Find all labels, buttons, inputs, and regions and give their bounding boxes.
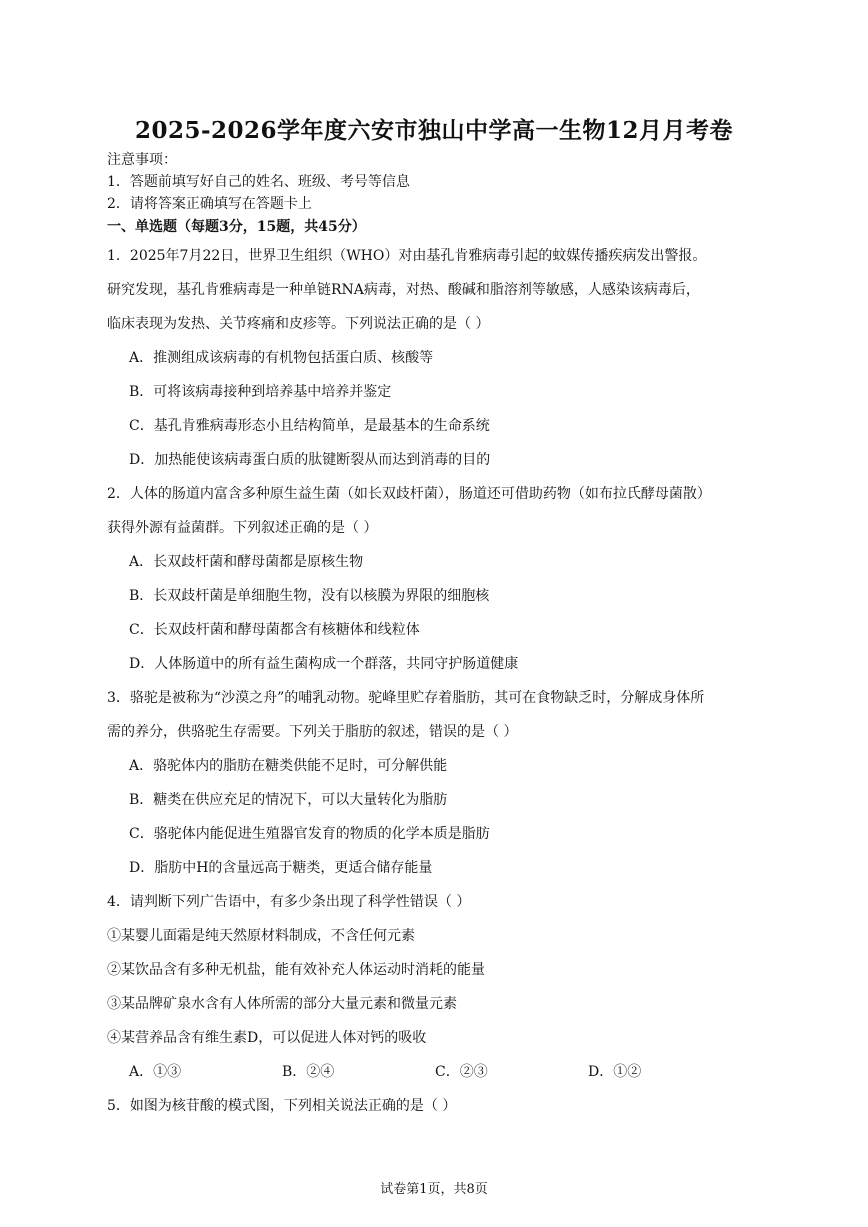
- option-b: B．长双歧杆菌是单细胞生物，没有以核膜为界限的细胞核: [129, 588, 490, 604]
- question-text: 3．骆驼是被称为“沙漠之舟”的哺乳动物。驼峰里贮存着脂肪，其可在食物缺乏时，分解成身体所: [107, 690, 705, 706]
- statement-item: ②某饮品含有多种无机盐，能有效补充人体运动时消耗的能量: [107, 962, 485, 978]
- section-heading: 一、单选题（每题3分，15题，共45分）: [107, 219, 366, 235]
- option-b: B．糖类在供应充足的情况下，可以大量转化为脂肪: [129, 792, 448, 808]
- option-a: A．推测组成该病毒的有机物包括蛋白质、核酸等: [129, 350, 434, 366]
- statement-item: ④某营养品含有维生素D，可以促进人体对钙的吸收: [107, 1030, 427, 1046]
- statement-item: ①某婴儿面霜是纯天然原材料制成，不含任何元素: [107, 928, 415, 944]
- question-text: 4．请判断下列广告语中，有多少条出现了科学性错误（ ）: [107, 894, 471, 910]
- question-2: [107, 477, 767, 681]
- question-text: 获得外源有益菌群。下列叙述正确的是（ ）: [107, 520, 378, 536]
- notes-item: 2．请将答案正确填写在答题卡上: [107, 196, 312, 212]
- option-c: C．长双歧杆菌和酵母菌都含有核糖体和线粒体: [129, 622, 420, 638]
- notes-item: 1．答题前填写好自己的姓名、班级、考号等信息: [107, 174, 410, 190]
- option-b: B．②④: [282, 1064, 335, 1080]
- option-a: A．长双歧杆菌和酵母菌都是原核生物: [129, 554, 364, 570]
- option-b: B．可将该病毒接种到培养基中培养并鉴定: [129, 384, 392, 400]
- question-4: [107, 885, 767, 1089]
- question-5: [107, 1089, 767, 1123]
- option-d: D．①②: [588, 1064, 642, 1080]
- question-text: 研究发现，基孔肯雅病毒是一种单链RNA病毒，对热、酸碱和脂溶剂等敏感，人感染该病毒后，: [107, 282, 700, 298]
- inline-options: [107, 1055, 767, 1089]
- notes-block: [107, 149, 767, 215]
- statement-item: ③某品牌矿泉水含有人体所需的部分大量元素和微量元素: [107, 996, 457, 1012]
- question-3: [107, 681, 767, 885]
- question-text: 2．人体的肠道内富含多种原生益生菌（如长双歧杆菌），肠道还可借助药物（如布拉氏酵母菌散）: [107, 486, 711, 502]
- exam-content: [107, 149, 767, 1123]
- option-c: C．②③: [435, 1064, 488, 1080]
- question-text: 临床表现为发热、关节疼痛和皮疹等。下列说法正确的是（ ）: [107, 316, 490, 332]
- option-a: A．①③: [129, 1064, 182, 1080]
- question-text: 5．如图为核苷酸的模式图，下列相关说法正确的是（ ）: [107, 1098, 457, 1114]
- exam-title: 2025-2026学年度六安市独山中学高一生物12月月考卷: [134, 117, 734, 144]
- option-a: A．骆驼体内的脂肪在糖类供能不足时，可分解供能: [129, 758, 448, 774]
- question-text: 需的养分，供骆驼生存需要。下列关于脂肪的叙述，错误的是（ ）: [107, 724, 518, 740]
- option-d: D．加热能使该病毒蛋白质的肽键断裂从而达到消毒的目的: [129, 452, 491, 468]
- question-text: 1．2025年7月22日，世界卫生组织（WHO）对由基孔肯雅病毒引起的蚊媒传播疾病发出警报。: [107, 248, 707, 264]
- page-footer: 试卷第1页，共8页: [380, 1182, 488, 1197]
- option-c: C．基孔肯雅病毒形态小且结构简单，是最基本的生命系统: [129, 418, 490, 434]
- option-d: D．脂肪中H的含量远高于糖类，更适合储存能量: [129, 860, 433, 876]
- question-1: [107, 239, 767, 477]
- option-c: C．骆驼体内能促进生殖器官发育的物质的化学本质是脂肪: [129, 826, 490, 842]
- notes-heading: 注意事项：: [107, 152, 177, 168]
- option-d: D．人体肠道中的所有益生菌构成一个群落，共同守护肠道健康: [129, 656, 519, 672]
